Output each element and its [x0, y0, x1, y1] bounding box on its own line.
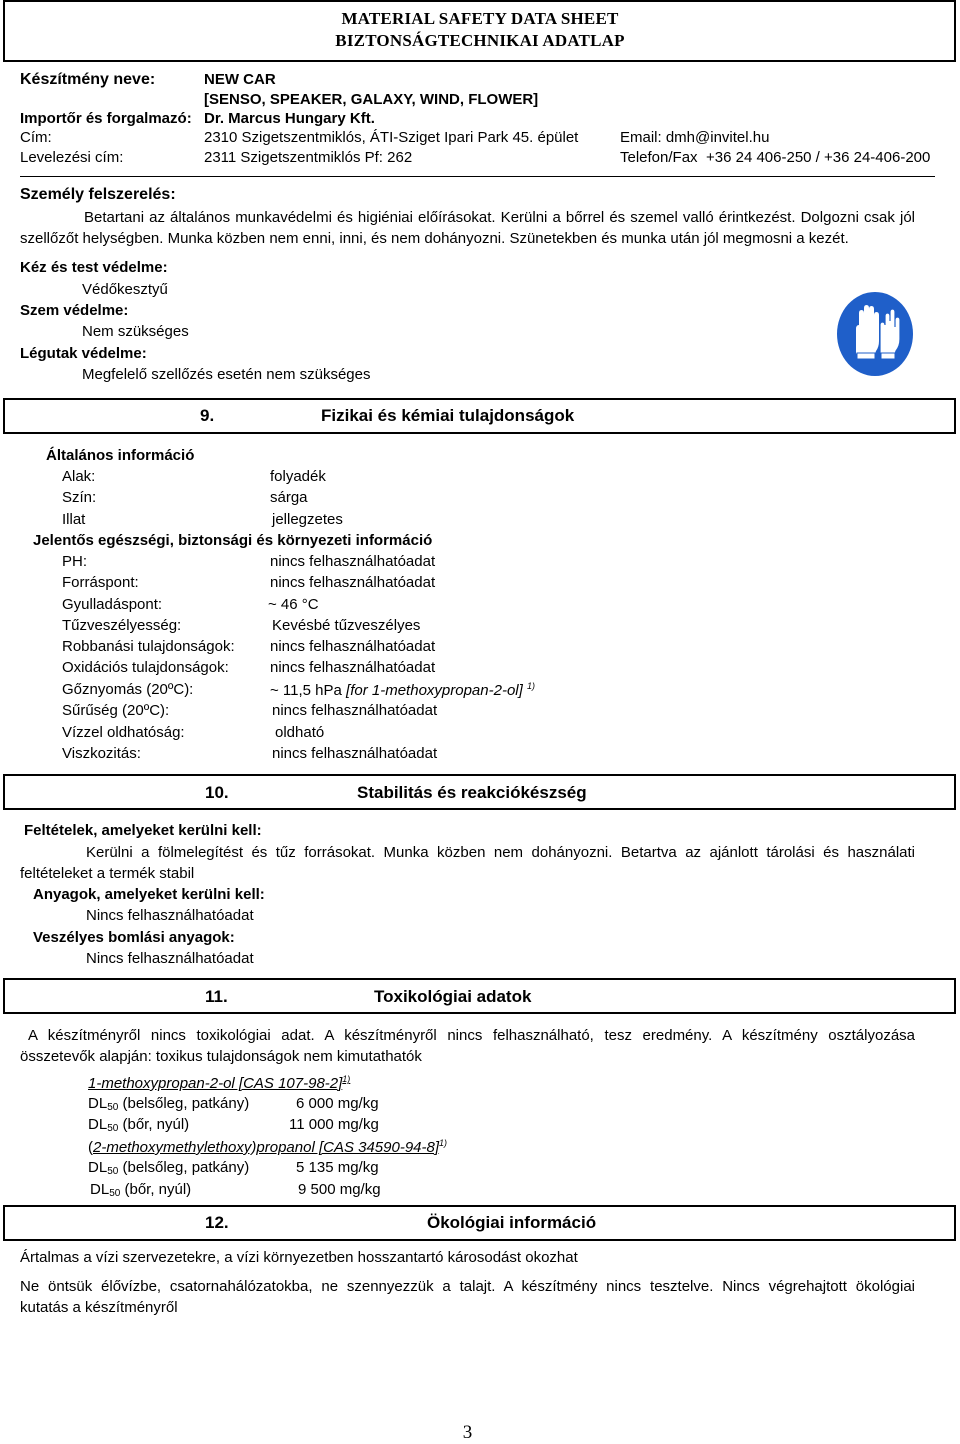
important-info-heading: Jelentős egészségi, biztonsági és környezeti információ: [33, 532, 433, 549]
color-value: sárga: [270, 489, 308, 506]
eye-protection-label: Szem védelme:: [20, 302, 129, 319]
respiratory-protection-label: Légutak védelme:: [20, 345, 147, 362]
component-1-ref: 1): [342, 1074, 351, 1084]
route: (belsőleg, patkány): [122, 1159, 250, 1176]
ppe-heading: Személy felszerelés:: [20, 186, 176, 203]
header-divider: [20, 176, 935, 177]
protective-gloves-icon: [836, 291, 914, 377]
flash-label: Gyulladáspont:: [62, 596, 163, 613]
section-11-number: 11.: [205, 987, 228, 1006]
oxidising-value: nincs felhasználhatóadat: [270, 659, 436, 676]
component-1-dermal-value: 11 000 mg/kg: [289, 1116, 379, 1133]
section-10-number: 10.: [205, 783, 229, 802]
ph-value: nincs felhasználhatóadat: [270, 553, 436, 570]
dl-sub: 50: [107, 1166, 119, 1177]
vapour-pressure-number: ~ 11,5 hPa: [270, 682, 342, 699]
product-label: Készítmény neve:: [20, 71, 156, 88]
odor-value: jellegzetes: [272, 511, 343, 528]
component-2-oral-label: [88, 1159, 249, 1177]
eye-protection-value: Nem szükséges: [82, 323, 189, 340]
section-12-number: 12.: [205, 1213, 229, 1232]
density-value: nincs felhasználhatóadat: [272, 702, 438, 719]
product-variants: [SENSO, SPEAKER, GALAXY, WIND, FLOWER]: [204, 91, 539, 108]
form-label: Alak:: [62, 468, 96, 485]
eco-line-1: Ártalmas a vízi szervezetekre, a vízi környezetben hosszantartó károsodást okozhat: [20, 1249, 578, 1266]
density-label: Sűrűség (20ºC):: [62, 702, 170, 719]
address-value: 2310 Szigetszentmiklós, ÁTI-Sziget Ipari Park 45. épület: [204, 129, 579, 146]
page-number: 3: [462, 1422, 473, 1443]
eco-line-2: Ne öntsük élővízbe, csatornahálózatokba, ne szennyezzük a talajt. A készítmény nincs tesztelve. Nincs végrehajtott ökológiai: [20, 1278, 915, 1295]
importer-name: Dr. Marcus Hungary Kft.: [204, 110, 375, 127]
solubility-label: Vízzel oldhatóság:: [62, 724, 185, 741]
odor-label: Illat: [62, 511, 86, 528]
materials-label: Anyagok, amelyeket kerülni kell:: [33, 886, 265, 903]
section-12-title: Ökológiai információ: [427, 1213, 597, 1232]
vapour-pressure-value: [270, 681, 535, 699]
component-2-oral-value: 5 135 mg/kg: [296, 1159, 379, 1176]
decomposition-value: Nincs felhasználhatóadat: [86, 950, 254, 967]
dl-label: DL: [88, 1095, 108, 1112]
conditions-line-2: feltételeket a termék stabil: [20, 865, 195, 882]
component-1-oral-value: 6 000 mg/kg: [296, 1095, 379, 1112]
conditions-label: Feltételek, amelyeket kerülni kell:: [24, 822, 262, 839]
hand-protection-label: Kéz és test védelme:: [20, 259, 168, 276]
component-2-title: 2-methoxymethylethoxy)propanol [CAS 34590-94-8]: [93, 1139, 440, 1156]
flammability-value: Kevésbé tűzveszélyes: [272, 617, 421, 634]
route: (bőr, nyúl): [124, 1181, 192, 1198]
tox-line-1: A készítményről nincs toxikológiai adat. A készítményről nincs felhasználható, tesz eredmény. A készítmény osztályozása: [28, 1027, 915, 1044]
route: (belsőleg, patkány): [122, 1095, 250, 1112]
email-value: Email: dmh@invitel.hu: [620, 129, 770, 146]
vapour-pressure-ref: 1): [526, 681, 535, 691]
vapour-pressure-label: Gőznyomás (20ºC):: [62, 681, 194, 698]
explosive-value: nincs felhasználhatóadat: [270, 638, 436, 655]
component-2-dermal-value: 9 500 mg/kg: [298, 1181, 381, 1198]
explosive-label: Robbanási tulajdonságok:: [62, 638, 235, 655]
mail-address: 2311 Szigetszentmiklós Pf: 262: [204, 149, 413, 166]
dl-sub: 50: [109, 1188, 121, 1199]
section-10-title: Stabilitás és reakciókészség: [357, 783, 587, 802]
dl-sub: 50: [107, 1123, 119, 1134]
general-info-heading: Általános információ: [46, 447, 195, 464]
color-label: Szín:: [62, 489, 97, 506]
vapour-pressure-note: [for 1-methoxypropan-2-ol]: [346, 682, 523, 699]
route: (bőr, nyúl): [122, 1116, 190, 1133]
dl-label: DL: [90, 1181, 110, 1198]
phone-label: Telefon/Fax: [620, 149, 698, 166]
ppe-line-2: szellőzőt helységben. Munka közben nem enni, inni, és nem dohányozni. Szünetekben és munka után jól megmosni a kezét.: [20, 230, 849, 247]
component-1-oral-label: [88, 1095, 249, 1113]
product-name: NEW CAR: [204, 71, 276, 88]
oxidising-label: Oxidációs tulajdonságok:: [62, 659, 229, 676]
component-1-name: [88, 1074, 350, 1092]
ph-label: PH:: [62, 553, 88, 570]
address-label: Cím:: [20, 129, 52, 146]
component-1-dermal-label: [88, 1116, 189, 1134]
phone-value: +36 24 406-250 / +36 24-406-200: [706, 149, 931, 166]
component-1-title: 1-methoxypropan-2-ol [CAS 107-98-2]: [88, 1075, 343, 1092]
flammability-label: Tűzveszélyesség:: [62, 617, 182, 634]
eco-line-3: kutatás a készítményről: [20, 1299, 178, 1316]
section-9-number: 9.: [200, 406, 215, 425]
materials-value: Nincs felhasználhatóadat: [86, 907, 254, 924]
conditions-line-1: Kerülni a fölmelegítést és tűz forrásokat. Munka közben nem dohányozni. Betartva az ajánlott tárolási és használati: [86, 844, 915, 861]
title-hungarian: BIZTONSÁGTECHNIKAI ADATLAP: [335, 31, 625, 50]
importer-label: Importőr és forgalmazó:: [20, 110, 192, 127]
component-2-paren: (: [88, 1139, 93, 1156]
ppe-line-1: Betartani az általános munkavédelmi és higiéniai előírásokat. Kerülni a bőrrel és szemel valló érintkezést. Dolgozni csak jól: [84, 209, 915, 226]
dl-label: DL: [88, 1116, 108, 1133]
decomposition-label: Veszélyes bomlási anyagok:: [33, 929, 235, 946]
component-2-ref: 1): [439, 1138, 448, 1148]
viscosity-value: nincs felhasználhatóadat: [272, 745, 438, 762]
dl-label: DL: [88, 1159, 108, 1176]
solubility-value: oldható: [275, 724, 325, 741]
mail-label: Levelezési cím:: [20, 149, 124, 166]
section-11-title: Toxikológiai adatok: [374, 987, 532, 1006]
hand-protection-value: Védőkesztyű: [82, 281, 168, 298]
flash-value: ~ 46 °C: [268, 596, 319, 613]
boiling-label: Forráspont:: [62, 574, 139, 591]
form-value: folyadék: [270, 468, 326, 485]
boiling-value: nincs felhasználhatóadat: [270, 574, 436, 591]
title-english: MATERIAL SAFETY DATA SHEET: [341, 9, 619, 28]
respiratory-protection-value: Megfelelő szellőzés esetén nem szükséges: [82, 366, 371, 383]
component-2-dermal-label: [90, 1181, 191, 1199]
dl-sub: 50: [107, 1102, 119, 1113]
component-2-name: [88, 1138, 447, 1156]
tox-line-2: összetevők alapján: toxikus tulajdonságok nem kimutathatók: [20, 1048, 422, 1065]
viscosity-label: Viszkozitás:: [62, 745, 141, 762]
section-9-title: Fizikai és kémiai tulajdonságok: [321, 406, 575, 425]
